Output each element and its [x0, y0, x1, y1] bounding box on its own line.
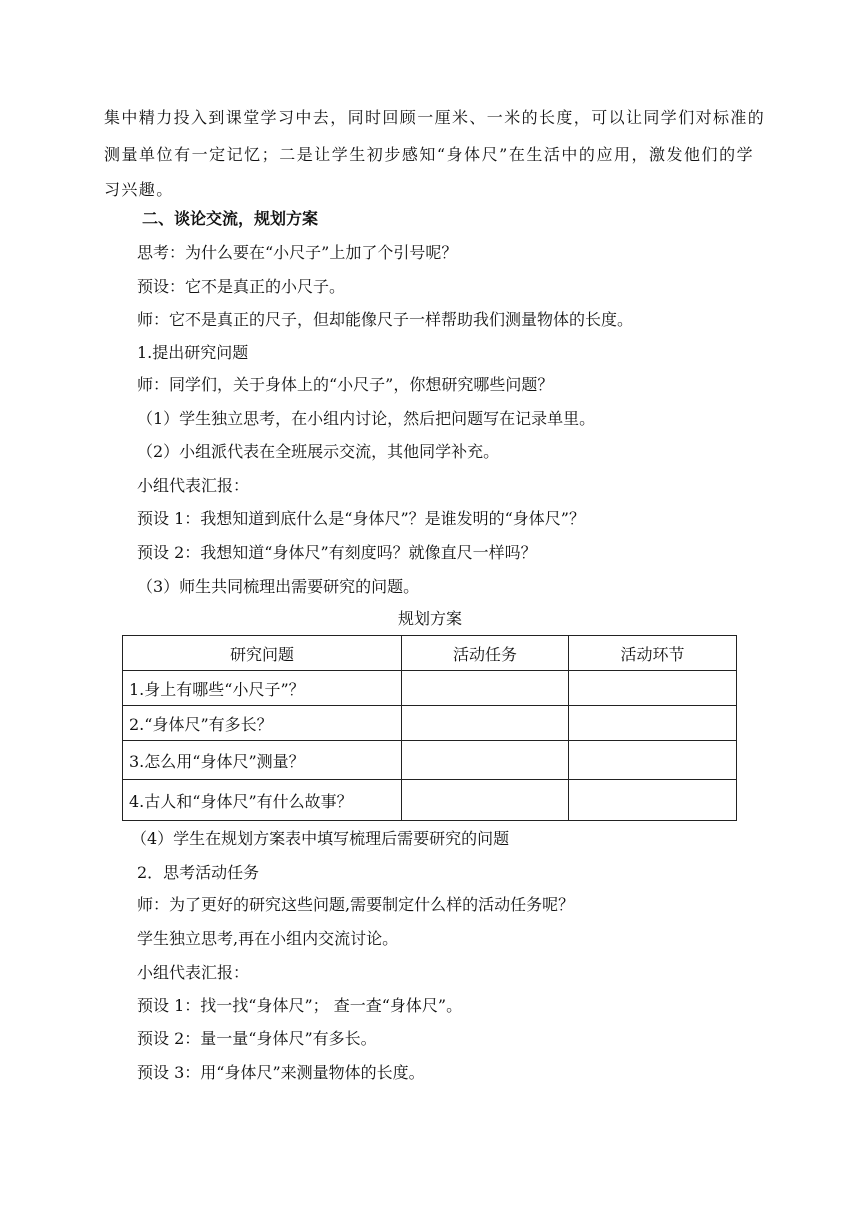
part2-step4: （4）学生在规划方案表中填写梳理后需要研究的问题 — [131, 829, 510, 848]
table-row — [123, 780, 737, 821]
part1-preset2: 预设 2：我想知道“身体尺”有刻度吗？就像直尺一样吗？ — [137, 543, 537, 562]
table-cell — [402, 706, 569, 741]
intro-line-3: 习兴趣。 — [104, 180, 174, 199]
part2-students: 学生独立思考,再在小组内交流讨论。 — [137, 929, 399, 948]
part2-title: 2．思考活动任务 — [137, 863, 260, 882]
table-cell — [569, 741, 737, 780]
table-cell — [569, 780, 737, 821]
think-paragraph: 思考：为什么要在“小尺子”上加了个引号呢？ — [137, 243, 458, 262]
section-heading: 二、谈论交流，规划方案 — [142, 209, 319, 228]
table-cell: 3.怎么用“身体尺”测量？ — [123, 741, 402, 780]
table-row — [123, 741, 737, 780]
table-row — [123, 671, 737, 706]
part1-teacher: 师：同学们，关于身体上的“小尺子”，你想研究哪些问题？ — [137, 375, 554, 394]
table-caption: 规划方案 — [397, 609, 462, 628]
plan-table — [122, 635, 737, 821]
table-cell — [569, 671, 737, 706]
table-cell — [402, 780, 569, 821]
table-cell: 4.古人和“身体尺”有什么故事？ — [123, 780, 402, 821]
part1-step1: （1）学生独立思考，在小组内讨论，然后把问题写在记录单里。 — [137, 409, 596, 428]
table-cell: 2.“身体尺”有多长？ — [123, 706, 402, 741]
part2-preset3: 预设 3：用“身体尺”来测量物体的长度。 — [137, 1063, 425, 1082]
part1-title: 1.提出研究问题 — [137, 343, 249, 362]
table-header-row — [123, 636, 737, 671]
table-header-cell: 活动任务 — [402, 636, 569, 671]
teacher-paragraph: 师：它不是真正的尺子，但却能像尺子一样帮助我们测量物体的长度。 — [137, 310, 634, 329]
preset-paragraph: 预设：它不是真正的小尺子。 — [137, 277, 346, 296]
part1-step2: （2）小组派代表在全班展示交流，其他同学补充。 — [137, 442, 500, 461]
table-row — [123, 706, 737, 741]
table-cell: 1.身上有哪些“小尺子”？ — [123, 671, 402, 706]
table-cell — [569, 706, 737, 741]
part1-preset1: 预设 1：我想知道到底什么是“身体尺”？是谁发明的“身体尺”？ — [137, 509, 585, 528]
part1-step3: （3）师生共同梳理出需要研究的问题。 — [137, 577, 420, 596]
part2-report: 小组代表汇报： — [137, 963, 250, 982]
intro-line-2: 测量单位有一定记忆；二是让学生初步感知“身体尺”在生活中的应用，激发他们的学 — [104, 145, 754, 164]
intro-line-1: 集中精力投入到课堂学习中去，同时回顾一厘米、一米的长度，可以让同学们对标准的 — [104, 108, 766, 127]
part2-teacher: 师：为了更好的研究这些问题,需要制定什么样的活动任务呢？ — [137, 895, 575, 914]
part1-report: 小组代表汇报： — [137, 476, 250, 495]
part2-preset2: 预设 2：量一量“身体尺”有多长。 — [137, 1029, 377, 1048]
part2-preset1: 预设 1：找一找“身体尺”； 查一查“身体尺”。 — [137, 996, 463, 1015]
table-cell — [402, 671, 569, 706]
table-header-cell: 活动环节 — [569, 636, 737, 671]
table-cell — [402, 741, 569, 780]
table-header-cell: 研究问题 — [123, 636, 402, 671]
